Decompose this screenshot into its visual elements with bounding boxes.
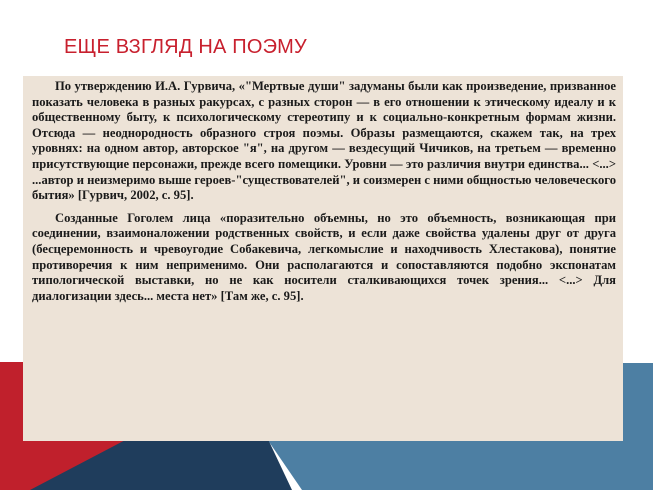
paragraph-2: Созданные Гоголем лица «поразительно объемны, но это объемность, возникающая при соединении, взаимоналожении родственных свойств, и если даже свойства удалены друг от друга (бесцеремонность и чревоугодие Собакевича, легкомыслие и находчивость Хлестакова), понятие противоречия к ним неприменимо. Они располагаются и сопоставляются подобно экспонатам типологической выставки, но не как носители сталкивающихся точек зрения... <...> Для диалогизации здесь... места нет» [Там же, с. 95]. [32, 210, 616, 303]
quote-text-box [23, 76, 623, 441]
slide-title: ЕЩЕ ВЗГЛЯД НА ПОЭМУ [64, 36, 307, 58]
paragraph-1: По утверждению И.А. Гурвича, «"Мертвые души" задуманы были как произведение, призванное показать человека в разных ракурсах, с разных сторон — в его отношении к этическому идеалу и к общественному быту, к психологическому стереотипу и к социально-конкретным формам жизни. Отсюда — неоднородность образного строя поэмы. Образы размещаются, скажем так, на трех уровнях: на одном автор, авторское "я", на другом — вездесущий Чичиков, на третьем — временно присутствующие персонажи, прежде всего помещики. Уровни — это различия внутри единства... <...> ...автор и неизмеримо выше героев-"существователей", и соизмерен с ними общностью человеческого бытия» [Гурвич, 2002, с. 95]. [32, 79, 616, 203]
